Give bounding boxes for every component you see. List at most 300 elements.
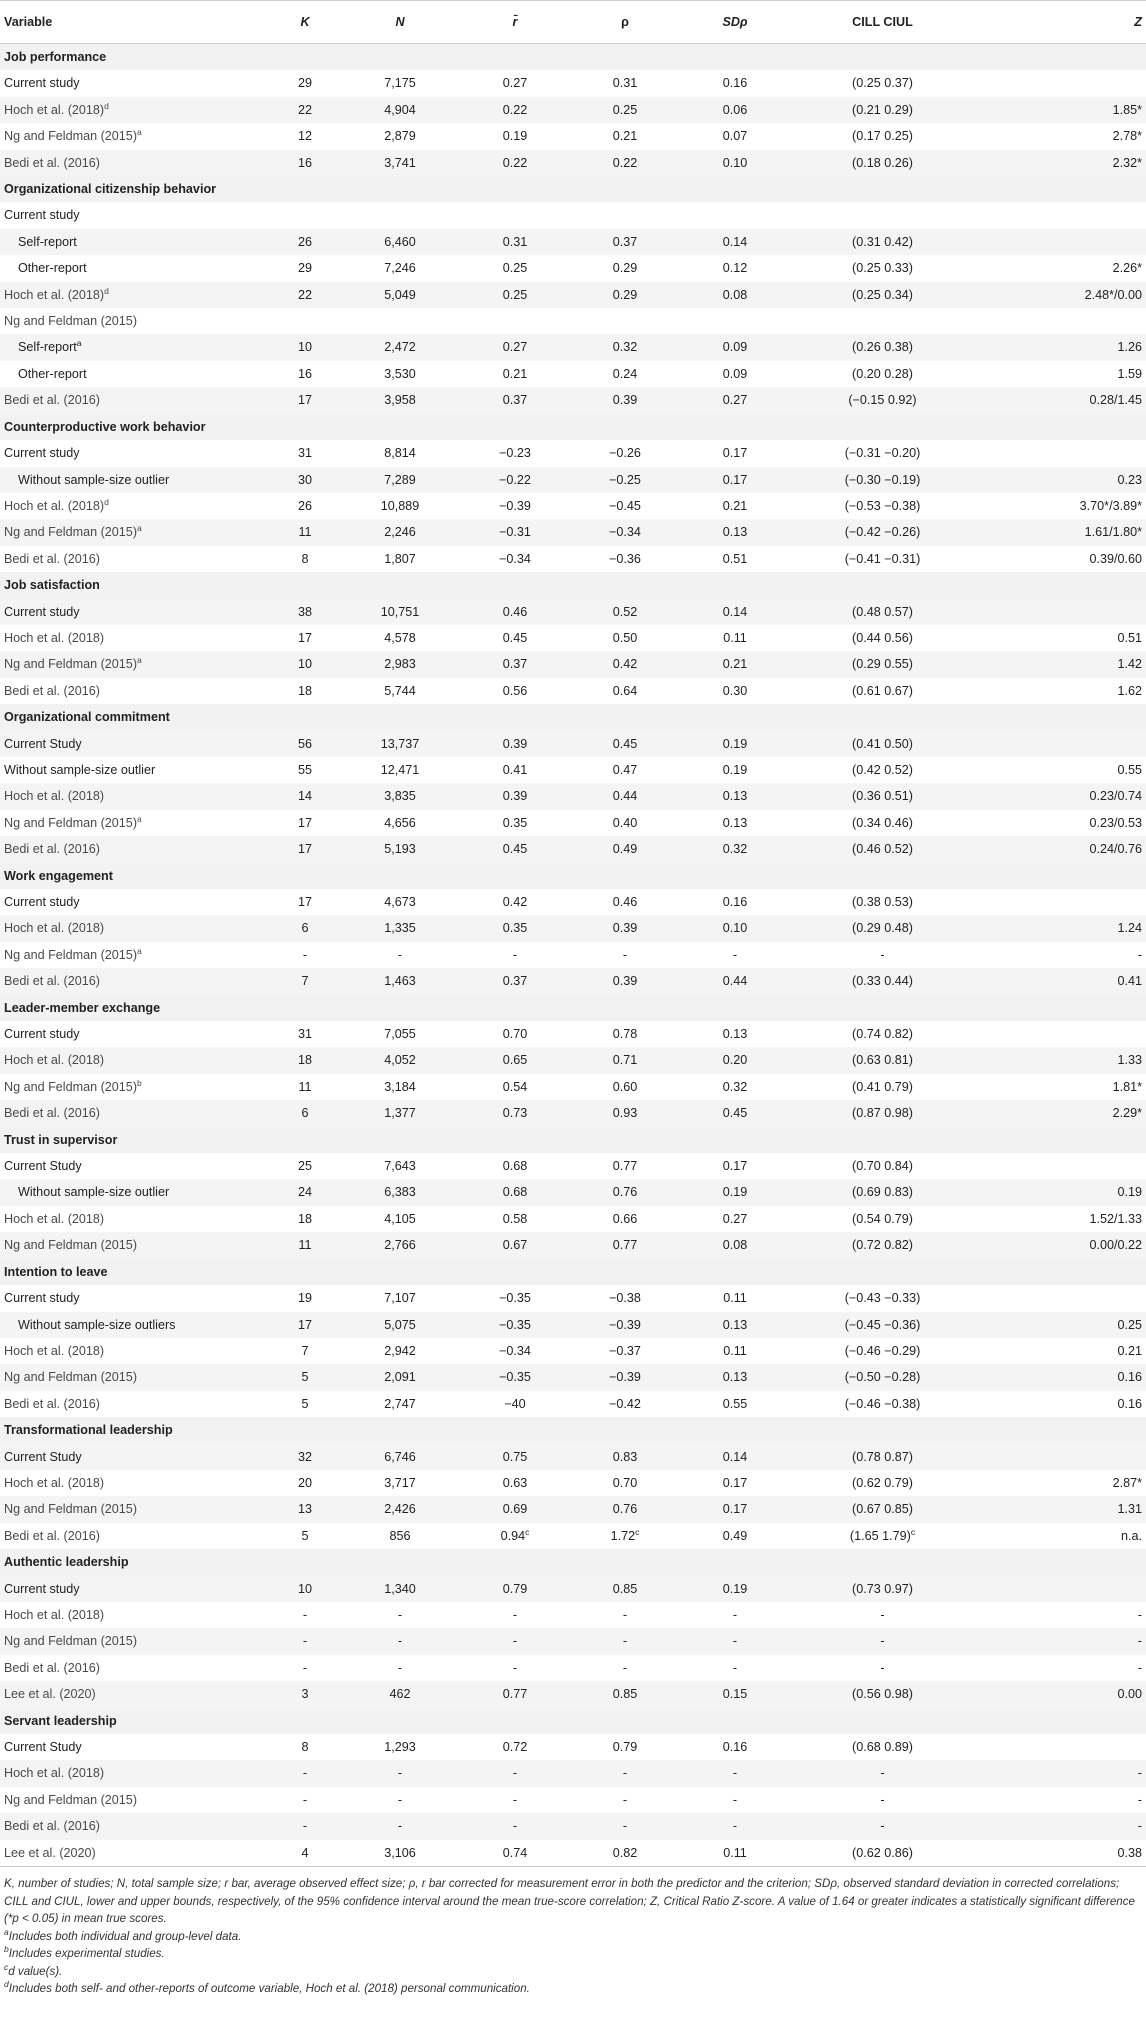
cell-n <box>340 308 460 334</box>
cell-n: 3,717 <box>384 1475 416 1490</box>
cell-sd-rho: 0.20 <box>680 1047 790 1073</box>
table-row <box>0 810 1146 836</box>
row-label: Bedi et al. (2016) <box>0 1100 270 1126</box>
cell-rho: - <box>622 1660 628 1675</box>
cell-n: 2,983 <box>340 651 460 677</box>
cell-r-bar: - <box>512 1607 518 1622</box>
table-row <box>0 1840 1146 1866</box>
table-row <box>0 889 1146 915</box>
cell-r-bar: 0.21 <box>502 366 528 381</box>
cell-sd-rho: 0.13 <box>680 519 790 545</box>
cell-z: 1.31 <box>975 1496 1146 1522</box>
cell-r-bar: 0.27 <box>460 334 570 360</box>
cell-n: 7,246 <box>384 261 416 276</box>
cell-k: - <box>302 1792 308 1807</box>
cell-k: 22 <box>270 282 340 308</box>
cell-rho: 0.82 <box>612 1845 638 1860</box>
header-variable: Variable <box>0 1 270 44</box>
cell-ci: (−0.53 −0.38) <box>844 498 921 513</box>
cell-ci: (−0.41 −0.31) <box>844 551 921 566</box>
section-title: Leader-member exchange <box>0 995 1146 1021</box>
cell-sd-rho: 0.11 <box>723 630 747 645</box>
cell-sd-rho: - <box>680 1813 790 1839</box>
row-label: Ng and Feldman $(2015)^a$ <box>4 813 142 830</box>
cell-z <box>975 599 1146 625</box>
cell-r-bar: 0.22 <box>460 150 570 176</box>
cell-ci: (0.54 0.79) <box>852 1211 913 1226</box>
cell-sd-rho: - <box>732 1607 738 1622</box>
header-ci: CILL CIUL <box>790 1 975 44</box>
cell-n: 4,052 <box>340 1047 460 1073</box>
header-sd-rho: SDρ <box>680 1 790 44</box>
cell-n: 2,879 <box>384 129 416 144</box>
row-label: Bedi et al. (2016) <box>0 836 270 862</box>
cell-k: 8 <box>301 1740 309 1754</box>
table-row <box>0 1312 1146 1338</box>
cell-r-bar: −0.23 <box>499 446 531 461</box>
cell-z: 0.00/0.22 <box>975 1232 1146 1258</box>
table-row <box>0 599 1146 625</box>
footnote-d: $^d$Includes both self- and other-reports of outcome variable, Hoch et al. (2018) personal communication. <box>4 1979 530 1996</box>
footnote-a: $^a$Includes both individual and group-level data. <box>4 1926 242 1943</box>
cell-k: 11 <box>270 519 340 545</box>
cell-rho: 0.70 <box>612 1475 638 1490</box>
cell-z <box>975 1153 1146 1179</box>
cell-k: - <box>270 1813 340 1839</box>
cell-ci: (−0.43 −0.33) <box>844 1291 921 1306</box>
cell-sd-rho: 0.10 <box>680 150 790 176</box>
cell-sd-rho <box>680 202 790 228</box>
cell-n: 1,377 <box>340 1100 460 1126</box>
cell-ci: - <box>790 1760 975 1786</box>
section-header-row <box>0 1259 1146 1285</box>
cell-rho: 0.64 <box>612 683 638 698</box>
table-row <box>0 282 1146 308</box>
cell-r-bar: 0.67 <box>460 1232 570 1258</box>
row-label: Ng and Feldman $(2015)^a$ <box>0 651 270 677</box>
cell-n: 7,055 <box>384 1027 416 1042</box>
cell-k: 11 <box>270 1232 340 1258</box>
cell-r-bar: −0.35 <box>460 1364 570 1390</box>
row-label: Current study <box>4 1027 80 1042</box>
cell-z <box>975 1576 1146 1602</box>
cell-r-bar: 0.45 <box>502 630 528 645</box>
cell-k: 10 <box>270 1576 340 1602</box>
cell-sd-rho: 0.16 <box>722 1740 748 1754</box>
cell-z <box>975 731 1146 757</box>
table-row <box>0 1153 1146 1179</box>
section-header-row <box>0 414 1146 440</box>
cell-sd-rho: 0.17 <box>680 1496 790 1522</box>
cell-z: 2.78* <box>1112 129 1142 144</box>
cell-rho: 0.21 <box>612 129 638 144</box>
cell-ci: (0.34 0.46) <box>852 815 913 830</box>
cell-r-bar: 0.74 <box>502 1845 528 1860</box>
table-row <box>0 150 1146 176</box>
cell-ci: (0.21 0.29) <box>790 97 975 123</box>
table-row <box>0 1523 1146 1549</box>
cell-ci: (0.29 0.55) <box>790 651 975 677</box>
cell-n: - <box>397 1792 403 1807</box>
cell-n: 1,335 <box>340 915 460 941</box>
cell-z: 2.87* <box>1112 1475 1142 1490</box>
cell-ci: (−0.46 −0.38) <box>844 1396 921 1411</box>
cell-sd-rho: - <box>732 1660 738 1675</box>
cell-rho: −0.38 <box>609 1291 641 1306</box>
cell-k: 6 <box>270 915 340 941</box>
cell-ci: (−0.46 −0.29) <box>844 1343 921 1358</box>
cell-rho: −0.36 <box>609 551 641 566</box>
cell-z <box>975 202 1146 228</box>
cell-sd-rho: 0.15 <box>680 1681 790 1707</box>
cell-n: 6,460 <box>340 229 460 255</box>
cell-n: 6,383 <box>340 1179 460 1205</box>
footnote-main: K, number of studies; N, total sample size; r bar, average observed effect size; ρ, r bar corrected for measurement error in both the predictor and the criterion; SDρ, observed standard deviation in corrected correlations; CILL and CIUL, lower and upper bounds, respectively, of the 95% confidence interval around the mean true-score correlation; Z, Critical Ratio Z-score. A value of 1.64 or greater indicates a statistically significant difference (*p < 0.05) in mean true scores. <box>4 1877 1135 1926</box>
cell-k: 13 <box>270 1496 340 1522</box>
cell-ci: (0.41 0.79) <box>852 1079 913 1094</box>
row-label: Bedi et al. (2016) <box>0 387 270 413</box>
row-label: Without sample-size outliers <box>0 1312 270 1338</box>
cell-ci: (−0.31 −0.20) <box>844 446 921 461</box>
cell-z: 0.00 <box>975 1681 1146 1707</box>
cell-r-bar: - <box>460 1628 570 1654</box>
cell-rho: 0.76 <box>570 1179 680 1205</box>
cell-sd-rho: 0.13 <box>722 1027 748 1042</box>
cell-sd-rho: 0.27 <box>680 387 790 413</box>
cell-rho: - <box>622 1607 628 1622</box>
cell-r-bar: 0.19 <box>502 129 528 144</box>
cell-z <box>975 1285 1146 1311</box>
section-header-row <box>0 572 1146 598</box>
cell-rho: 0.83 <box>570 1444 680 1470</box>
cell-r-bar: - <box>460 1813 570 1839</box>
cell-n: 12,471 <box>380 762 420 777</box>
cell-rho: −0.34 <box>570 519 680 545</box>
cell-k: 17 <box>297 815 312 830</box>
cell-rho: 0.39 <box>570 387 680 413</box>
cell-rho: - <box>570 1760 680 1786</box>
cell-rho: 0.47 <box>612 762 638 777</box>
row-label: Ng and Feldman $(2015)^a$ <box>4 945 142 962</box>
cell-ci: (0.17 0.25) <box>852 129 913 144</box>
cell-rho: 0.66 <box>612 1211 638 1226</box>
cell-z: 1.59 <box>1117 366 1142 381</box>
cell-rho: −0.42 <box>609 1396 641 1411</box>
cell-rho: −0.45 <box>609 498 641 513</box>
table-row <box>0 783 1146 809</box>
cell-rho: 0.76 <box>570 1496 680 1522</box>
cell-k: 30 <box>270 467 340 493</box>
cell-sd-rho: 0.49 <box>722 1528 748 1543</box>
cell-k: 18 <box>270 1047 340 1073</box>
cell-n: - <box>397 1660 403 1675</box>
cell-n: 7,643 <box>384 1159 416 1174</box>
cell-rho: 0.42 <box>570 651 680 677</box>
cell-sd-rho: - <box>680 1760 790 1786</box>
table-footnotes <box>0 1866 1146 1998</box>
cell-n: 5,075 <box>340 1312 460 1338</box>
cell-n: 3,835 <box>340 783 460 809</box>
row-label: Hoch et al. (2018) <box>4 1475 105 1490</box>
cell-r-bar: - <box>512 947 518 962</box>
cell-sd-rho: 0.13 <box>680 1364 790 1390</box>
cell-rho: 0.85 <box>570 1576 680 1602</box>
cell-rho: 0.32 <box>570 334 680 360</box>
cell-k: 5 <box>301 1396 309 1411</box>
section-title: Intention to leave <box>0 1259 1146 1285</box>
cell-r-bar: 0.37 <box>460 968 570 994</box>
row-label: Bedi et al. (2016) <box>0 1813 270 1839</box>
cell-ci: (0.70 0.84) <box>852 1159 913 1174</box>
cell-k: 31 <box>297 446 312 461</box>
cell-n: 462 <box>340 1681 460 1707</box>
cell-ci: - <box>880 947 885 962</box>
section-header-row <box>0 863 1146 889</box>
cell-r-bar: 0.58 <box>502 1211 528 1226</box>
section-title: Organizational commitment <box>0 704 1146 730</box>
cell-z: - <box>1137 1660 1142 1675</box>
section-header-row <box>0 176 1146 202</box>
cell-k: 38 <box>270 599 340 625</box>
cell-z: 1.85* <box>975 97 1146 123</box>
row-label: Ng and Feldman $(2015)^b$ <box>4 1077 142 1094</box>
cell-z: 0.21 <box>1117 1343 1142 1358</box>
cell-z: n.a. <box>1120 1528 1142 1543</box>
cell-sd-rho: 0.11 <box>723 1343 747 1358</box>
cell-r-bar: 0.54 <box>502 1079 528 1094</box>
cell-k: 10 <box>270 334 340 360</box>
cell-ci: (0.25 0.37) <box>852 76 913 91</box>
cell-ci: (0.69 0.83) <box>790 1179 975 1205</box>
header-z: Z <box>975 1 1146 44</box>
row-label: Bedi et al. (2016) <box>4 683 100 698</box>
cell-sd-rho: 0.45 <box>680 1100 790 1126</box>
cell-rho: −0.25 <box>570 467 680 493</box>
cell-k: 5 <box>301 1528 309 1543</box>
cell-n: 8,814 <box>384 446 416 461</box>
cell-k: 7 <box>301 1343 309 1358</box>
cell-n: 1,340 <box>340 1576 460 1602</box>
cell-k: 17 <box>270 836 340 862</box>
cell-z: - <box>1137 1607 1142 1622</box>
cell-z: 1.42 <box>975 651 1146 677</box>
row-label: Bedi et al. (2016) <box>0 968 270 994</box>
cell-z: 0.23/0.53 <box>1089 815 1142 830</box>
cell-ci: (0.41 0.50) <box>790 731 975 757</box>
cell-n: - <box>340 1813 460 1839</box>
section-header-row <box>0 704 1146 730</box>
cell-rho: 0.60 <box>612 1079 638 1094</box>
cell-rho: 0.46 <box>612 895 638 909</box>
table-row <box>0 1232 1146 1258</box>
cell-ci: (0.56 0.98) <box>790 1681 975 1707</box>
cell-ci: (0.31 0.42) <box>790 229 975 255</box>
table-row <box>0 440 1146 466</box>
cell-r-bar <box>460 308 570 334</box>
cell-n: 3,184 <box>384 1079 416 1094</box>
table-row <box>0 942 1146 968</box>
cell-r-bar: 0.79 <box>460 1576 570 1602</box>
cell-n: 3,106 <box>384 1845 416 1860</box>
cell-k: 3 <box>270 1681 340 1707</box>
cell-r-bar: - <box>512 1660 518 1675</box>
cell-sd-rho: 0.16 <box>722 895 748 909</box>
row-label: Bedi et al. (2016) <box>4 1396 100 1411</box>
section-header-row <box>0 1549 1146 1575</box>
cell-z <box>975 308 1146 334</box>
cell-z: 0.28/1.45 <box>975 387 1146 413</box>
cell-sd-rho: 0.44 <box>680 968 790 994</box>
row-label: Without sample-size outlier <box>0 467 270 493</box>
cell-k: - <box>302 1660 308 1675</box>
cell-r-bar: - <box>512 1792 518 1807</box>
cell-r-bar: 0.56 <box>502 683 528 698</box>
cell-sd-rho: 0.14 <box>680 1444 790 1470</box>
cell-sd-rho: 0.32 <box>722 1079 748 1094</box>
cell-k: 18 <box>297 683 312 698</box>
cell-k: 17 <box>297 630 312 645</box>
cell-z: 0.38 <box>1117 1845 1142 1860</box>
cell-rho: 0.49 <box>570 836 680 862</box>
row-label: Hoch et al. (2018) <box>0 915 270 941</box>
cell-z: 1.61/1.80* <box>975 519 1146 545</box>
table-row <box>0 229 1146 255</box>
row-label: Ng and Feldman (2015) <box>0 1364 270 1390</box>
cell-ci: (0.33 0.44) <box>790 968 975 994</box>
row-label: Bedi et al. (2016) <box>4 1528 100 1543</box>
cell-rho: 0.44 <box>570 783 680 809</box>
cell-k: 56 <box>270 731 340 757</box>
section-header-row <box>0 44 1146 71</box>
cell-sd-rho: 0.17 <box>722 446 748 461</box>
cell-z: 0.55 <box>1117 762 1142 777</box>
cell-sd-rho: - <box>732 947 738 962</box>
cell-k: 12 <box>297 129 312 144</box>
cell-rho: 1.72$^c$ <box>610 1526 640 1543</box>
table-row <box>0 915 1146 941</box>
cell-sd-rho: - <box>732 1792 738 1807</box>
row-label: Current study <box>4 76 80 91</box>
cell-n: 1,807 <box>384 551 416 566</box>
section-title: Counterproductive work behavior <box>0 414 1146 440</box>
cell-n: 5,744 <box>384 683 416 698</box>
row-label: Ng and Feldman (2015) <box>0 1628 270 1654</box>
cell-n: 2,472 <box>340 334 460 360</box>
cell-z: 0.23/0.74 <box>975 783 1146 809</box>
cell-ci: (0.20 0.28) <box>852 366 913 381</box>
table-row <box>0 97 1146 123</box>
cell-sd-rho: 0.19 <box>680 731 790 757</box>
cell-ci: (0.42 0.52) <box>852 762 913 777</box>
cell-rho: 0.22 <box>570 150 680 176</box>
cell-n: 1,463 <box>340 968 460 994</box>
row-label: Hoch et al. $(2018)^d$ <box>4 496 109 513</box>
table-row <box>0 731 1146 757</box>
row-label: Ng and Feldman $(2015)^a$ <box>4 127 142 144</box>
cell-k: 29 <box>297 261 312 276</box>
cell-z: 0.41 <box>975 968 1146 994</box>
cell-n: 4,904 <box>340 97 460 123</box>
cell-sd-rho: 0.11 <box>723 1845 747 1860</box>
cell-sd-rho: 0.27 <box>722 1211 748 1226</box>
row-label: Hoch et al. $(2018)^d$ <box>0 282 270 308</box>
row-label: Bedi et al. (2016) <box>4 551 100 566</box>
cell-r-bar: 0.42 <box>502 895 528 909</box>
cell-r-bar <box>460 202 570 228</box>
table-row <box>0 1655 1146 1681</box>
section-header-row <box>0 1417 1146 1443</box>
cell-r-bar: 0.73 <box>460 1100 570 1126</box>
cell-z: 2.26* <box>1112 261 1142 276</box>
cell-n: 13,737 <box>340 731 460 757</box>
table-header <box>0 1 1146 44</box>
section-header-row <box>0 1127 1146 1153</box>
cell-r-bar: −0.31 <box>460 519 570 545</box>
section-title: Job performance <box>0 44 1146 71</box>
cell-r-bar: 0.37 <box>460 387 570 413</box>
cell-ci <box>790 202 975 228</box>
cell-z: 0.51 <box>1117 630 1142 645</box>
cell-r-bar: 0.39 <box>460 731 570 757</box>
row-label: Current Study <box>4 1159 82 1174</box>
table-row <box>0 1734 1146 1760</box>
cell-z: 0.16 <box>975 1364 1146 1390</box>
cell-r-bar: −0.35 <box>499 1291 531 1306</box>
cell-z: 2.29* <box>975 1100 1146 1126</box>
table-row <box>0 361 1146 387</box>
cell-rho: 0.77 <box>612 1159 638 1174</box>
cell-k <box>270 308 340 334</box>
cell-k: 55 <box>297 762 312 777</box>
cell-n: 1,293 <box>384 1740 416 1754</box>
cell-r-bar: 0.45 <box>460 836 570 862</box>
cell-ci: (−0.50 −0.28) <box>790 1364 975 1390</box>
cell-rho: 0.71 <box>570 1047 680 1073</box>
cell-sd-rho: 0.09 <box>722 366 748 381</box>
cell-z: 0.19 <box>975 1179 1146 1205</box>
cell-r-bar: 0.22 <box>460 97 570 123</box>
cell-ci: (0.18 0.26) <box>790 150 975 176</box>
cell-sd-rho: 0.13 <box>722 815 748 830</box>
row-label: Ng and Feldman (2015) <box>4 314 138 329</box>
cell-k: 24 <box>270 1179 340 1205</box>
table-row <box>0 1047 1146 1073</box>
cell-n: 5,193 <box>340 836 460 862</box>
cell-sd-rho: 0.06 <box>680 97 790 123</box>
table-row <box>0 1100 1146 1126</box>
cell-z: 2.48*/0.00 <box>975 282 1146 308</box>
section-title: Authentic leadership <box>0 1549 1146 1575</box>
cell-k: 4 <box>301 1845 309 1860</box>
cell-n: 10,751 <box>340 599 460 625</box>
cell-rho: −0.37 <box>609 1343 641 1358</box>
cell-rho: - <box>570 1628 680 1654</box>
cell-sd-rho: 0.14 <box>680 599 790 625</box>
cell-rho <box>570 308 680 334</box>
table-row <box>0 651 1146 677</box>
cell-n: 856 <box>389 1528 411 1543</box>
cell-r-bar: 0.35 <box>502 815 528 830</box>
cell-sd-rho: 0.55 <box>722 1396 748 1411</box>
row-label: Bedi et al. (2016) <box>4 1660 100 1675</box>
table-row <box>0 1206 1146 1232</box>
footnote-b: $^b$Includes experimental studies. <box>4 1944 165 1961</box>
cell-n: 5,049 <box>340 282 460 308</box>
cell-rho: 0.45 <box>570 731 680 757</box>
table-row <box>0 308 1146 334</box>
cell-r-bar: 0.41 <box>502 762 528 777</box>
cell-ci: (0.44 0.56) <box>852 630 913 645</box>
